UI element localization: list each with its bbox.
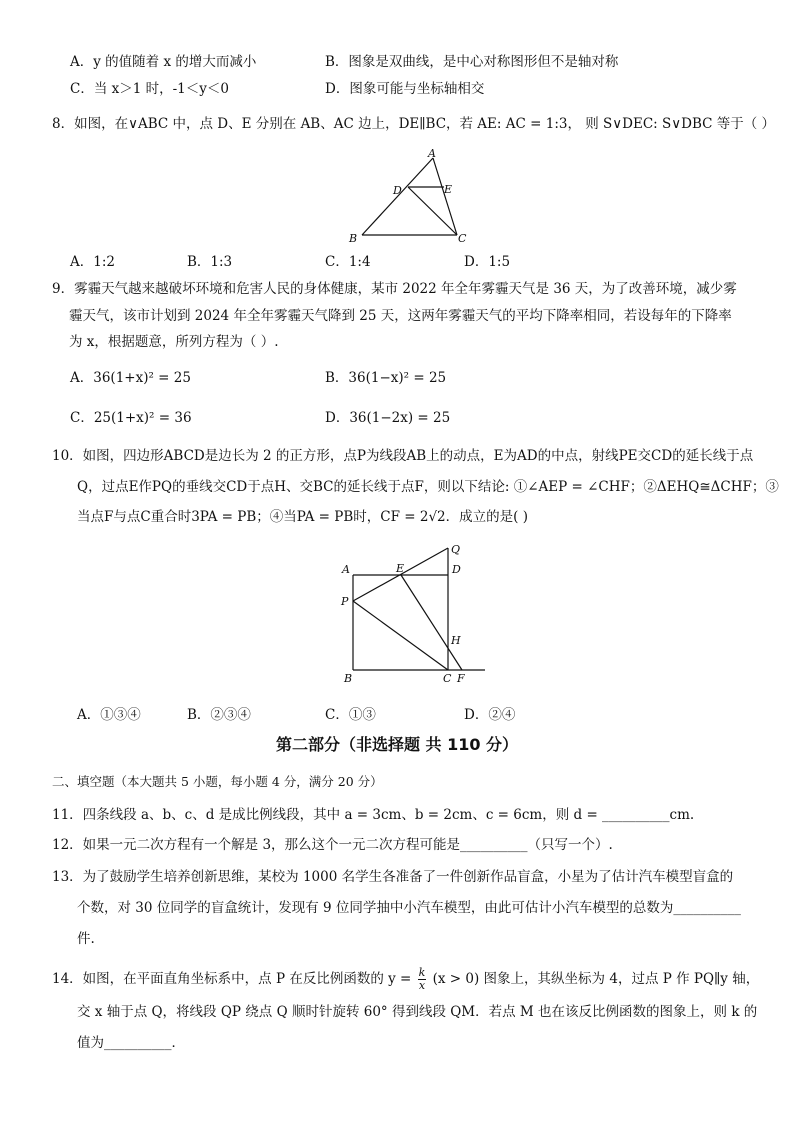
q13-line-3: 件. [77, 931, 95, 947]
q10-label-h: H [451, 634, 461, 647]
q10-label-q: Q [451, 543, 461, 556]
q9-line-2: 霾天气，该市计划到 2024 年全年雾霾天气降到 25 天，这两年雾霾天气的平均下降率相同，若设每年的下降率 [69, 308, 732, 324]
q11-text: 11．四条线段 a、b、c、d 是成比例线段，其中 a = 3cm、b = 2cm、c = 6cm，则 d = __________cm. [52, 807, 695, 823]
q14-fraction-denominator: x [418, 979, 426, 992]
q14-line-1 [52, 967, 759, 992]
q13-line-1: 13．为了鼓励学生培养创新思维，某校为 1000 名学生各准备了一件创新作品盲盒，小星为了估计汽车模型盲盒的 [52, 869, 734, 885]
q10-line-1: 10．如图，四边形ABCD是边长为 2 的正方形，点P为线段AB上的动点，E为AD的中点，射线PE交CD的延长线于点 [52, 448, 754, 464]
q8-label-b: B [349, 232, 358, 245]
q14-fraction-numerator: k [418, 966, 426, 979]
q10-line-3: 当点F与点C重合时3PA = PB；④当PA = PB时，CF = 2√2．成立的是( ) [77, 509, 528, 525]
q8-option-b: B．1:3 [187, 254, 233, 270]
q9-line-1: 9．雾霾天气越来越破坏环境和危害人民的身体健康，某市 2022 年全年雾霾天气是 36 天，为了改善环境，减少雾 [52, 281, 737, 297]
q8-option-d: D．1:5 [464, 254, 511, 270]
q10-label-p: P [341, 595, 349, 608]
q8-option-c: C．1:4 [325, 254, 371, 270]
q10-segment-pc [353, 601, 448, 670]
q13-line-2: 个数，对 30 位同学的盲盒统计，发现有 9 位同学抽中小汽车模型，由此可估计小汽车模型的总数为__________ [77, 900, 741, 916]
q10-option-d: D．②④ [464, 707, 516, 723]
q10-option-a: A．①③④ [77, 707, 141, 723]
q14-line-3: 值为__________． [77, 1035, 185, 1051]
section2-heading: 二、填空题（本大题共 5 小题，每小题 4 分，满分 20 分） [52, 774, 383, 789]
q9-option-b: B．36(1−x)² = 25 [325, 370, 447, 386]
q8-label-c: C [458, 232, 467, 245]
q8-stem: 8．如图，在∨ABC 中，点 D、E 分别在 AB、AC 边上，DE∥BC，若 AE: AC = 1:3， 则 S∨DEC: S∨DBC 等于（ ） [52, 116, 776, 132]
q14-line-2: 交 x 轴于点 Q，将线段 QP 绕点 Q 顺时针旋转 60° 得到线段 QM．若点 M 也在该反比例函数的图象上，则 k 的 [77, 1004, 758, 1020]
q9-option-d: D．36(1−2x) = 25 [325, 410, 451, 426]
q14-line-1-end: (x > 0) 图象上，其纵坐标为 4，过点 P 作 PQ∥y 轴， [432, 971, 760, 987]
q12-text: 12．如果一元二次方程有一个解是 3，那么这个一元二次方程可能是__________（只写一个）. [52, 837, 613, 853]
q10-line-2: Q，过点E作PQ的垂线交CD于点H、交BC的延长线于点F，则以下结论: ①∠AEP = ∠CHF；②ΔEHQ≅ΔCHF；③ [77, 479, 779, 495]
q10-label-b: B [344, 672, 353, 685]
q8-option-a: A．1:2 [70, 254, 115, 270]
q10-option-c: C．①③ [325, 707, 376, 723]
q10-label-f: F [457, 672, 465, 685]
q10-label-d: D [452, 563, 461, 576]
q8-label-d: D [393, 184, 402, 197]
q10-label-e: E [396, 562, 405, 575]
q8-triangle-figure [340, 146, 480, 246]
q7-option-c: C．当 x＞1 时，-1＜y＜0 [70, 81, 229, 97]
q7-option-a: A．y 的值随着 x 的增大而减小 [70, 54, 257, 70]
q9-option-c: C．25(1+x)² = 36 [70, 410, 192, 426]
q8-label-e: E [444, 183, 453, 196]
q9-line-3: 为 x，根据题意，所列方程为（ ）. [69, 334, 279, 350]
q10-option-b: B．②③④ [187, 707, 251, 723]
q7-option-d: D．图象可能与坐标轴相交 [325, 81, 485, 97]
q14-fraction [418, 967, 427, 992]
q10-label-c: C [443, 672, 452, 685]
q10-label-a: A [342, 563, 350, 576]
part2-title: 第二部分（非选择题 共 110 分） [275, 735, 519, 754]
q10-segment-ef [401, 575, 462, 670]
q8-label-a: A [428, 147, 436, 160]
q9-option-a: A．36(1+x)² = 25 [70, 370, 191, 386]
q7-option-b: B．图象是双曲线，是中心对称图形但不是轴对称 [325, 54, 619, 70]
q10-square-figure [330, 540, 500, 690]
q14-line-1-start: 14．如图，在平面直角坐标系中，点 P 在反比例函数的 y = [52, 971, 412, 987]
